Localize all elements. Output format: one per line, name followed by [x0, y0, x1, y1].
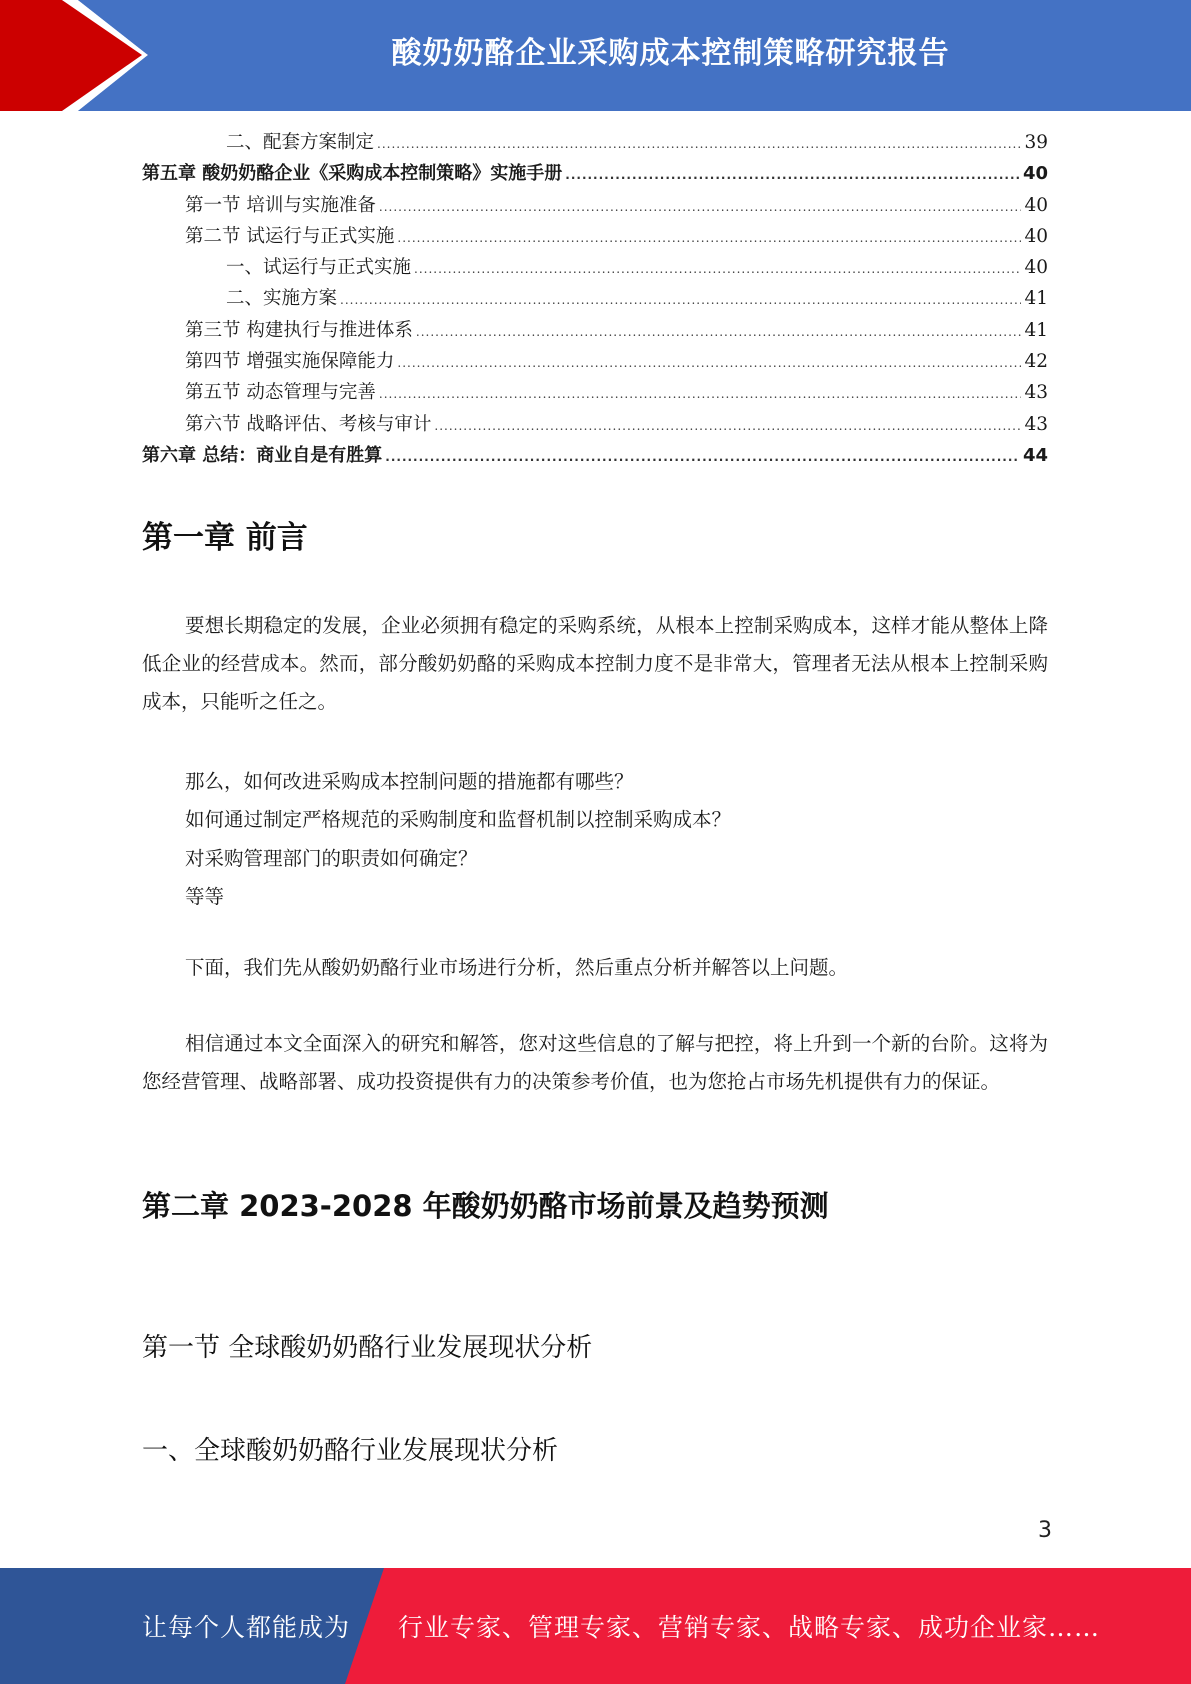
toc-entry[interactable] — [142, 347, 1048, 378]
toc-leader-dots — [414, 263, 1021, 275]
toc-entry[interactable] — [142, 316, 1048, 347]
toc-entry-label: 第二节 试运行与正式实施 — [185, 225, 395, 247]
document-title: 酸奶奶酪企业采购成本控制策略研究报告 — [391, 36, 950, 71]
toc-entry-page: 42 — [1024, 351, 1048, 373]
page-header — [0, 0, 1191, 111]
toc-entry-page: 41 — [1024, 319, 1048, 341]
toc-entry[interactable] — [142, 410, 1048, 441]
toc-entry[interactable] — [142, 253, 1048, 284]
toc-entry-label: 第五节 动态管理与完善 — [185, 382, 376, 404]
page-number: 3 — [1038, 1518, 1052, 1543]
toc-entry[interactable] — [142, 222, 1048, 253]
toc-entry-label: 第三节 构建执行与推进体系 — [185, 319, 413, 341]
toc-leader-dots — [397, 357, 1021, 369]
footer-slogan-left: 让每个人都能成为 — [142, 1613, 351, 1642]
toc-entry[interactable] — [142, 191, 1048, 222]
toc-leader-dots — [565, 169, 1020, 181]
table-of-contents — [142, 128, 1048, 472]
toc-entry-page: 44 — [1022, 444, 1048, 466]
toc-leader-dots — [377, 138, 1021, 150]
toc-entry-page: 40 — [1022, 163, 1048, 185]
chapter-2-heading: 第二章 2023-2028 年酸奶奶酪市场前景及趋势预测 — [142, 1189, 829, 1223]
toc-entry-page: 41 — [1024, 288, 1048, 310]
chapter-1-heading: 第一章 前言 — [142, 520, 308, 556]
section-heading: 第一节 全球酸奶奶酪行业发展现状分析 — [142, 1333, 593, 1363]
toc-entry-label: 二、配套方案制定 — [226, 132, 375, 153]
toc-leader-dots — [340, 294, 1021, 306]
toc-leader-dots — [379, 388, 1022, 400]
question-line: 对采购管理部门的职责如何确定？ — [185, 847, 478, 870]
toc-entry-label: 第六节 战略评估、考核与审计 — [185, 413, 432, 435]
toc-entry-page: 43 — [1024, 382, 1048, 404]
toc-entry-page: 43 — [1024, 413, 1048, 435]
toc-entry-page: 40 — [1024, 225, 1048, 247]
subsection-heading: 一、全球酸奶奶酪行业发展现状分析 — [142, 1436, 559, 1466]
toc-entry-label: 二、实施方案 — [226, 288, 338, 310]
toc-entry-label: 第一节 培训与实施准备 — [185, 194, 376, 216]
page-footer — [0, 1568, 1191, 1684]
footer-slogan-right: 行业专家、管理专家、营销专家、战略专家、成功企业家…… — [398, 1613, 1101, 1642]
toc-entry-label: 一、试运行与正式实施 — [226, 257, 412, 279]
toc-entry[interactable] — [142, 284, 1048, 315]
toc-entry[interactable] — [142, 378, 1048, 409]
question-line: 如何通过制定严格规范的采购制度和监督机制以控制采购成本？ — [185, 808, 732, 831]
toc-entry[interactable] — [142, 159, 1048, 190]
toc-leader-dots — [385, 451, 1020, 463]
analysis-paragraph: 下面，我们先从酸奶奶酪行业市场进行分析，然后重点分析并解答以上问题。 — [185, 956, 849, 979]
toc-entry-page: 40 — [1024, 194, 1048, 216]
toc-leader-dots — [379, 201, 1022, 213]
conclusion-paragraph: 相信通过本文全面深入的研究和解答，您对这些信息的了解与把控，将上升到一个新的台阶。这将为您经营管理、战略部署、成功投资提供有力的决策参考价值，也为您抢占市场先机提供有力的保证。 — [142, 1032, 1048, 1093]
toc-leader-dots — [434, 420, 1021, 432]
toc-entry[interactable] — [142, 128, 1048, 159]
toc-leader-dots — [416, 326, 1022, 338]
question-line: 那么，如何改进采购成本控制问题的措施都有哪些？ — [185, 770, 634, 793]
toc-entry-label: 第六章 总结：商业自是有胜算 — [142, 444, 383, 466]
toc-entry-page: 40 — [1024, 257, 1048, 279]
toc-leader-dots — [397, 232, 1021, 244]
toc-entry-label: 第四节 增强实施保障能力 — [185, 351, 395, 373]
question-line: 等等 — [185, 885, 225, 908]
toc-entry[interactable] — [142, 441, 1048, 472]
toc-entry-page: 39 — [1024, 132, 1048, 153]
intro-paragraph: 要想长期稳定的发展，企业必须拥有稳定的采购系统，从根本上控制采购成本，这样才能从整体上降低企业的经营成本。然而，部分酸奶奶酪的采购成本控制力度不是非常大，管理者无法从根本上控制采购成本，只能听之任之。 — [142, 614, 1048, 713]
toc-entry-label: 第五章 酸奶奶酪企业《采购成本控制策略》实施手册 — [142, 163, 563, 185]
